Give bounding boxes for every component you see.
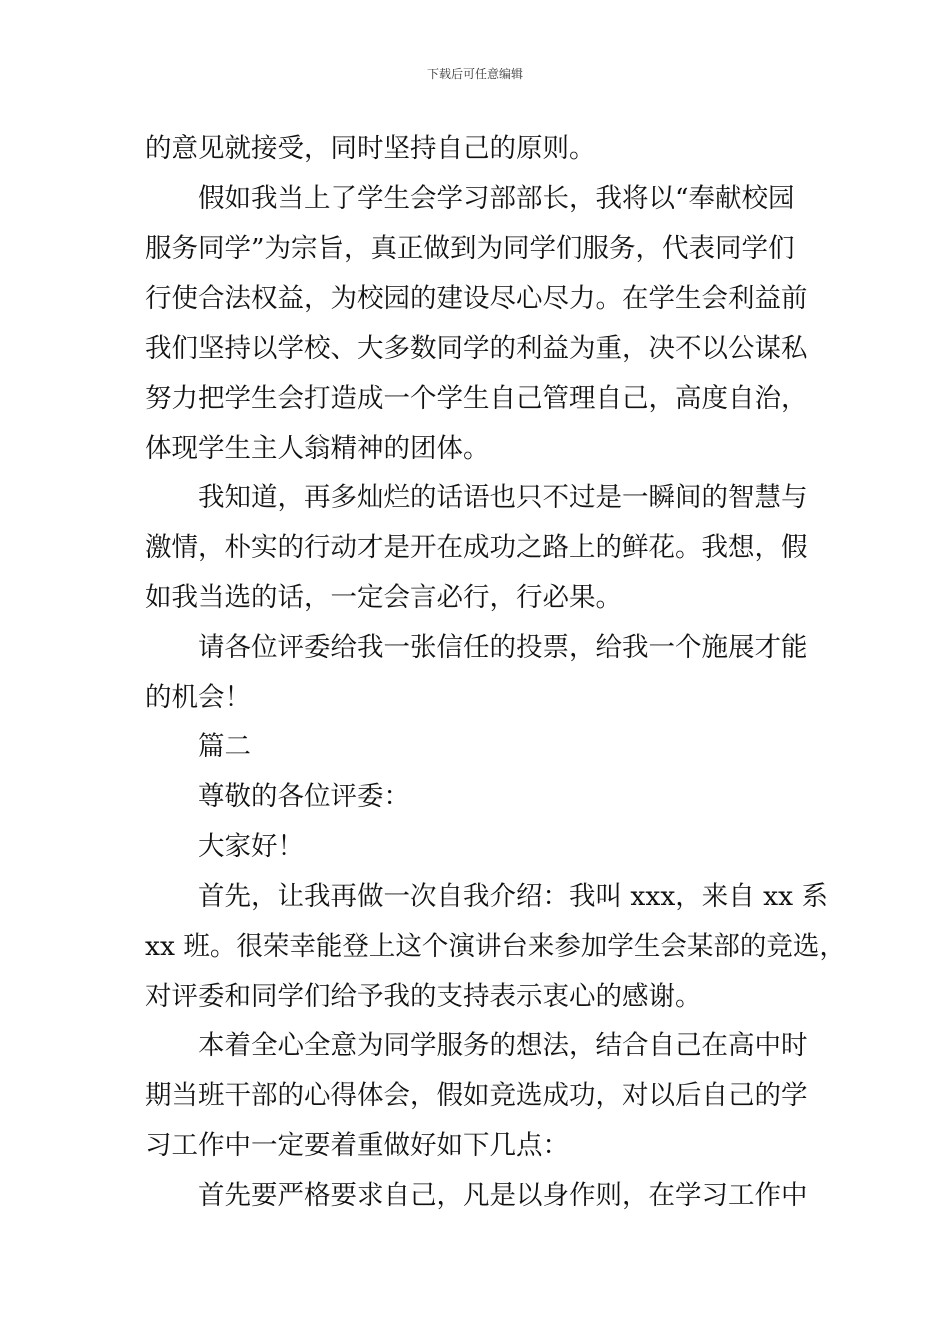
- text-line: 对评委和同学们给予我的支持表示衷心的感谢。: [145, 981, 702, 1012]
- text-line: 的机会！: [145, 682, 251, 713]
- text-line: 的意见就接受，同时坚持自己的原则。: [145, 133, 596, 164]
- text-line: 激情，朴实的行动才是开在成功之路上的鲜花。我想，假: [145, 532, 808, 563]
- text-line: 本着全心全意为同学服务的想法，结合自己在高中时: [198, 1030, 808, 1061]
- text-line: 努力把学生会打造成一个学生自己管理自己，高度自治，: [145, 383, 808, 414]
- text-line: 我知道，再多灿烂的话语也只不过是一瞬间的智慧与: [198, 482, 808, 513]
- text-line: xx 班。很荣幸能登上这个演讲台来参加学生会某部的竞选，: [145, 931, 846, 962]
- text-line: 请各位评委给我一张信任的投票，给我一个施展才能: [198, 632, 808, 663]
- text-line: 假如我当上了学生会学习部部长，我将以“奉献校园: [198, 183, 795, 214]
- text-line: 如我当选的话，一定会言必行，行必果。: [145, 582, 622, 613]
- salutation: 尊敬的各位评委：: [198, 781, 410, 812]
- text-line: 首先要严格要求自己，凡是以身作则，在学习工作中: [198, 1180, 808, 1211]
- text-line: 我们坚持以学校、大多数同学的利益为重，决不以公谋私: [145, 333, 808, 364]
- text-line: 行使合法权益，为校园的建设尽心尽力。在学生会利益前: [145, 283, 808, 314]
- page-header: 下载后可任意编辑: [426, 67, 523, 81]
- text-line: 体现学生主人翁精神的团体。: [145, 433, 490, 464]
- text-line: 习工作中一定要着重做好如下几点：: [145, 1130, 569, 1161]
- section-heading: 篇二: [198, 731, 251, 762]
- greeting: 大家好！: [198, 831, 304, 862]
- text-line: 首先，让我再做一次自我介绍：我叫 xxx，来自 xx 系: [198, 881, 828, 912]
- text-line: 服务同学”为宗旨，真正做到为同学们服务，代表同学们: [145, 233, 795, 264]
- text-line: 期当班干部的心得体会，假如竞选成功，对以后自己的学: [145, 1080, 808, 1111]
